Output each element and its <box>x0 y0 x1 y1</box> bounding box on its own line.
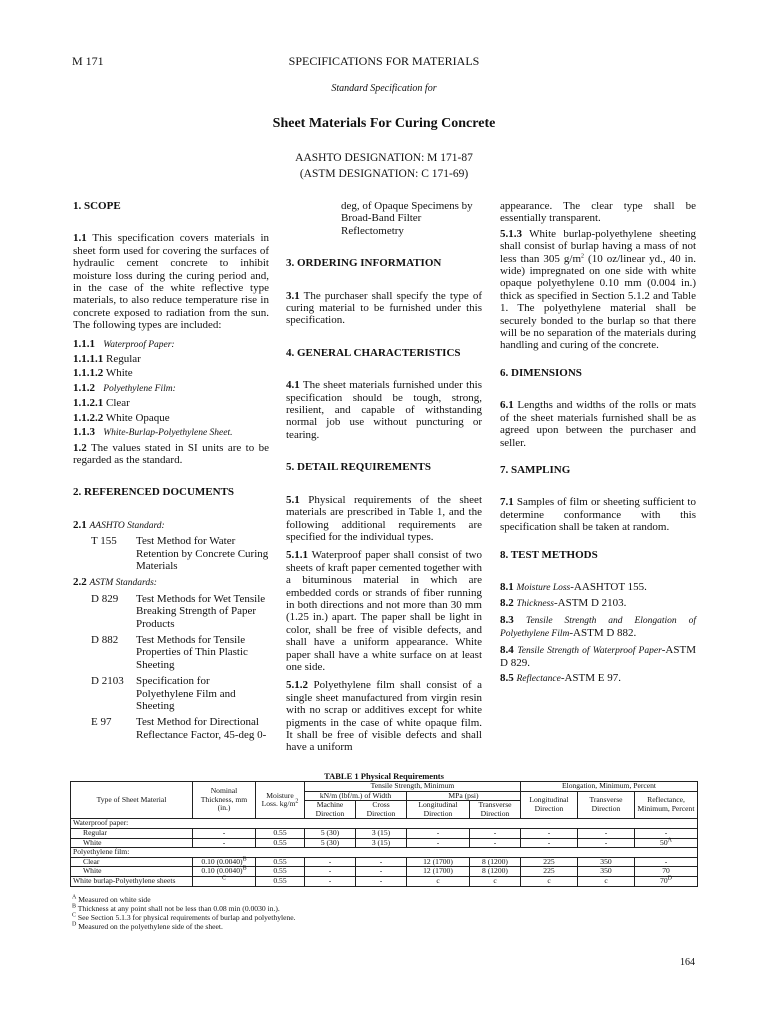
test-method-8-5: 8.5 Reflectance-ASTM E 97. <box>500 672 622 685</box>
list-item: 1.1.2 Polyethylene Film: <box>73 381 176 394</box>
section-heading-dimensions: 6. DIMENSIONS <box>500 366 582 379</box>
paragraph-7-1: 7.1 Samples of film or sheeting sufficient to determine conformance with this specification shall be taken at random. <box>500 496 696 534</box>
paragraph-6-1: 6.1 Lengths and widths of the rolls or mats of the sheet materials furnished shall be as agreed upon between the purchaser and seller. <box>500 399 696 449</box>
running-header <box>72 54 696 70</box>
section-heading-sampling: 7. SAMPLING <box>500 463 571 476</box>
document-title: Sheet Materials For Curing Concrete <box>272 116 496 131</box>
table-group-row: Waterproof paper: <box>71 819 698 829</box>
paragraph-3-1: 3.1 The purchaser shall specify the type of curing material to be furnished under this specification. <box>286 289 482 327</box>
table-group-row: Polyethylene film: <box>71 848 698 858</box>
header-cell: Reflectance, Minimum, Percent <box>635 791 698 819</box>
section-heading-referenced-documents: 2. REFERENCED DOCUMENTS <box>73 486 235 499</box>
spec-number: M 171 <box>72 54 104 68</box>
footnote: $^D$ Measured on the polyethylene side of the sheet. <box>72 921 223 931</box>
header-cell: Transverse Direction <box>578 791 635 819</box>
section-heading-detail: 5. DETAIL REQUIREMENTS <box>286 461 431 474</box>
list-item: 1.1.1 Waterproof Paper: <box>73 337 175 350</box>
header-cell: Tensile Strength, Minimum <box>305 782 521 792</box>
list-item: 1.1.2.2 White Opaque <box>73 411 170 424</box>
section-heading-scope: 1. SCOPE <box>73 200 121 212</box>
header-cell: Transverse Direction <box>470 801 521 819</box>
subtitle: Standard Specification for <box>331 83 437 94</box>
header-title: SPECIFICATIONS FOR MATERIALS <box>288 54 480 68</box>
header-cell: Type of Sheet Material <box>71 782 193 819</box>
page-number: 164 <box>680 957 695 968</box>
footnote: $^C$ See Section 5.1.3 for physical requirements of burlap and polyethylene. <box>72 912 296 922</box>
paragraph-5-1-2-continued: appearance. The clear type shall be essentially transparent. <box>500 200 696 225</box>
aashto-designation: AASHTO DESIGNATION: M 171-87 <box>295 152 473 164</box>
paragraph-1-2: 1.2 The values stated in SI units are to be regarded as the standard. <box>73 441 269 466</box>
table-header-row <box>71 782 698 792</box>
section-heading-test-methods: 8. TEST METHODS <box>500 548 598 561</box>
header-cell: Elongation, Minimum, Percent <box>521 782 698 792</box>
paragraph-5-1-3: 5.1.3 White burlap-polyethylene sheeting shall consist of burlap having a mass of not less than 305 $g/m^2$ (10 oz/linear yd., 40 in. wide) impregnated on one side with white opaque polyethylene 0.10 mm (0.004 in.) thick as specified in Section 5.1.2 and Table 1. The polyethylene material shall be securely bonded to the burlap so that there will be no separation of the materials during handling and curing of the concrete. <box>500 227 696 352</box>
table-row: Clear 0.10 $(0.0040)^B$ 0.55 - - 12 (1700) 8 (1200) 225 350 - <box>71 857 698 867</box>
header-cell: kN/m (lbf/m.) of Width <box>305 791 407 801</box>
astm-designation: (ASTM DESIGNATION: C 171-69) <box>299 168 469 180</box>
column-1 <box>73 200 269 745</box>
paragraph-2-1: 2.1 AASHTO Standard: <box>73 518 165 531</box>
physical-requirements-table <box>70 781 698 887</box>
test-method-8-4: 8.4 Tensile Strength of Waterproof Paper-ASTM D 829. <box>500 643 696 669</box>
column-3 <box>500 200 696 689</box>
test-method-8-3: 8.3 Tensile Strength and Elongation of Polyethylene Film-ASTM D 882. <box>500 613 696 640</box>
reference-t155: T 155 Test Method for Water Retention by Concrete Curing Materials <box>91 535 269 572</box>
paragraph-5-1: 5.1 Physical requirements of the sheet materials are prescribed in Table 1, and the following additional requirements are specified for the individual types. <box>286 493 482 543</box>
table-title: TABLE 1 Physical Requirements <box>324 771 444 781</box>
reference-d829: D 829 Test Methods for Wet Tensile Breaking Strength of Paper Products <box>91 592 266 630</box>
list-item: 1.1.3 White-Burlap-Polyethylene Sheet. <box>73 426 233 439</box>
table-row: White burlap-Polyethylene sheets $^C$ 0.55 - - c c c c $70^D$ <box>71 876 698 886</box>
section-heading-ordering: 3. ORDERING INFORMATION <box>286 257 442 270</box>
table-row: White - 0.55 5 (30) 3 (15) - - - - $50^A$ <box>71 838 698 848</box>
list-item: 1.1.1.1 Regular <box>73 353 141 366</box>
paragraph-5-1-1: 5.1.1 Waterproof paper shall consist of two sheets of kraft paper cemented together with a bituminous material in which are embedded cords or strands of fiber running in both directions and not more than 30 mm (1.25 in.) apart. The paper shall be light in color, shall be free of visible defects, and shall have a uniform appearance. White paper shall have a white surface on at least one side. <box>286 549 482 673</box>
header-cell: Moisture Loss. $kg/m^2$ <box>256 782 305 819</box>
test-method-8-2: 8.2 Thickness-ASTM D 2103. <box>500 597 627 610</box>
header-cell: MPa (psi) <box>407 791 521 801</box>
section-heading-general: 4. GENERAL CHARACTERISTICS <box>286 346 461 359</box>
column-2 <box>286 200 482 760</box>
paragraph-1-1: 1.1 This specification covers materials in sheet form used for covering the surfaces of hydraulic cement concrete to inhibit moisture loss during the curing period and, in the case of the white reflective type materials, to also reduce temperature rise in concrete exposed to radiation from the sun. The following types are included: <box>73 232 269 332</box>
table-row: Regular - 0.55 5 (30) 3 (15) - - - - - <box>71 828 698 838</box>
footnote: $^A$ Measured on white side <box>72 894 151 904</box>
test-method-8-1: 8.1 Moisture Loss-AASHTOT 155. <box>500 580 647 593</box>
reference-e97: E 97 Test Method for Directional Reflectance Factor, 45-deg 0- <box>91 716 267 741</box>
reference-d2103: D 2103 Specification for Polyethylene Film and Sheeting <box>91 675 236 712</box>
header-cell: Longitudinal Direction <box>407 801 470 819</box>
table-row: White 0.10 $(0.0040)^B$ 0.55 - - 12 (1700) 8 (1200) 225 350 70 <box>71 867 698 877</box>
header-cell: Nominal Thickness, mm (in.) <box>193 782 256 819</box>
header-cell: Longitudinal Direction <box>521 791 578 819</box>
reference-d882: D 882 Test Methods for Tensile Properties of Thin Plastic Sheeting <box>91 633 248 671</box>
reference-e97-continued: deg, of Opaque Specimens by Broad-Band Filter Reflectometry <box>341 200 473 237</box>
footnote: $^B$ Thickness at any point shall not be less than 0.08 min (0.0030 in.). <box>72 903 280 913</box>
list-item: 1.1.2.1 Clear <box>73 397 130 410</box>
table-footnotes <box>72 895 296 931</box>
list-item: 1.1.1.2 White <box>73 367 133 380</box>
header-cell: Cross Direction <box>356 801 407 819</box>
paragraph-5-1-2: 5.1.2 Polyethylene film shall consist of a single sheet manufactured from virgin resin with no scrap or additives except for white pigments in the case of white opaque film. It shall be free of visible defects and shall have a uniform <box>286 679 482 754</box>
header-cell: Machine Direction <box>305 801 356 819</box>
paragraph-2-2: 2.2 ASTM Standards: <box>73 576 157 589</box>
paragraph-4-1: 4.1 The sheet materials furnished under this specification should be tough, strong, resilient, and capable of withstanding normal job use without puncturing or tearing. <box>286 379 482 441</box>
